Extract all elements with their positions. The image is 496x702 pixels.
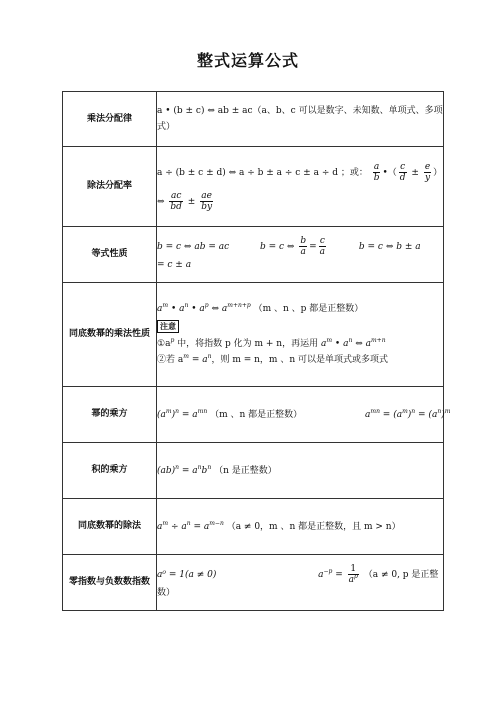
formula-line: a⁰ = 1(a ≠ 0) $a^{-p}$ = $\frac{1}{a^p}$ （a ≠ 0, p 是正整数） [157, 564, 439, 598]
note-box: 注意 [157, 317, 443, 336]
formula-line: = c ± a [157, 260, 192, 270]
fraction: $\frac{1}{a^p}$ [348, 564, 358, 585]
row-content [157, 92, 444, 147]
formula-note: （m 、n 都是正整数） [210, 409, 303, 420]
table-row [63, 443, 444, 499]
table-row [63, 283, 444, 387]
row-content [157, 147, 444, 227]
formula-text: b = c ⇔ [260, 242, 295, 252]
row-content [157, 387, 451, 443]
formula-text: a ÷ (b ± c ± d) ⇔ a ÷ b ± a ÷ c ± a ÷ d ；或： [157, 167, 368, 178]
fraction: $\frac{b}{a}$ [300, 236, 307, 257]
row-content [157, 499, 444, 555]
row-name: 零指数与负数数指数 [63, 555, 157, 611]
formula-table [62, 91, 451, 611]
table-row [63, 387, 444, 443]
formula-note: （a ≠ 0，m 、n 都是正整数，且 m > n） [226, 521, 401, 532]
row-name: 等式性质 [63, 227, 157, 283]
formula-line: ②若 $a^m = a^n$，则 m = n，m 、n 可以是单项式或多项式 [157, 353, 388, 365]
fraction: $\frac{c}{d}$ [399, 161, 406, 183]
formula-line: a • (b ± c) ⇔ ab ± ac（a、b、c 可以是数字、未知数、单项式、多项式） [157, 106, 443, 132]
formula-note: （m 、n 、p 都是正整数） [253, 304, 364, 314]
formula-text: a⁰ = 1(a ≠ 0) [157, 570, 217, 580]
table-row [63, 499, 444, 555]
row-content [157, 443, 444, 499]
fraction: $\frac{e}{y}$ [424, 161, 431, 183]
formula-line: $(a^m)^n = a^{mn}$ （m 、n 都是正整数） $a^{mn} = (a^m)^n = (a^n)^m$ [157, 407, 451, 420]
row-name: 积的乘方 [63, 443, 157, 499]
formula-line: a ÷ (b ± c ± d) ⇔ a ÷ b ± a ÷ c ± a ÷ d ；或： $\frac{a}{b}$ •（ $\frac{c}{d}$ ± $\frac{e}{y}$ ） [157, 161, 443, 183]
table-row [63, 555, 444, 611]
formula-text: b = c ⇔ ab = ac [157, 242, 230, 252]
row-content [157, 283, 444, 387]
formula-note: （a ≠ 0, p 是正整数） [157, 570, 439, 598]
fraction: $\frac{a}{b}$ [373, 161, 380, 183]
row-name: 幂的乘方 [63, 387, 157, 443]
formula-line: $①a^p$ 中，将指数 p 化为 m + n，再运用 $a^m$ • $a^n$ ⇔ $a^{m+n}$ [157, 337, 386, 349]
row-name: 同底数幂的乘法性质 [63, 283, 157, 387]
formula-line: ⇔ $\frac{ac}{bd}$ ± $\frac{ae}{by}$ [157, 190, 213, 212]
row-content [157, 227, 444, 283]
row-name: 乘法分配律 [63, 92, 157, 147]
row-name: 除法分配率 [63, 147, 157, 227]
fraction: $\frac{ac}{bd}$ [170, 190, 182, 212]
formula-text: b = c ⇔ b ± a [358, 242, 421, 252]
table-row [63, 227, 444, 283]
formula-line: $(ab)^n = a^nb^n$ （n 是正整数） [157, 463, 277, 476]
formula-line: b = c ⇔ ab = ac b = c ⇔ $\frac{b}{a}$ = $\frac{c}{a}$ b = c ⇔ b ± a [157, 236, 421, 257]
row-content [157, 555, 444, 611]
fraction: $\frac{c}{a}$ [319, 236, 326, 257]
formula-note: （n 是正整数） [214, 465, 277, 476]
page-title: 整式运算公式 [196, 51, 299, 70]
table-row [63, 92, 444, 147]
formula-line: $a^m$ • $a^n$ • $a^p$ ⇔ $a^{m+n+p}$ （m 、n 、p 都是正整数） [157, 302, 364, 314]
formula-line: $a^m \div a^n = a^{m-n}$ （a ≠ 0，m 、n 都是正整数，且 m > n） [157, 519, 401, 532]
fraction: $\frac{ae}{by}$ [201, 190, 213, 212]
table-row [63, 147, 444, 227]
row-name: 同底数幂的除法 [63, 499, 157, 555]
